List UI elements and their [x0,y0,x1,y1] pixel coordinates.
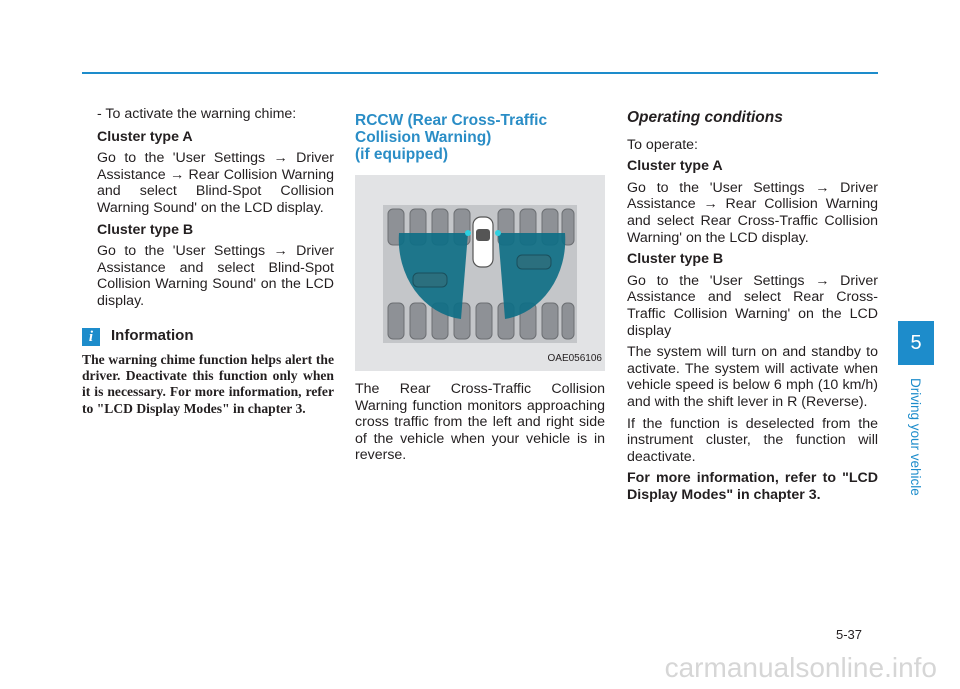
cluster-a-label: Cluster type A [97,128,193,145]
rccw-figure [355,175,605,371]
info-text: The warning chime function helps alert the driver. Deactivate this function only when it is necessary. For more information, refer to "LCD Display Modes" in chapter 3. [82,351,334,416]
operating-conditions-title: Operating conditions [627,109,783,126]
activation-conditions: The system will turn on and standby to activate. The system will activate when vehicle speed is below 6 mph (10 km/h) and with the shift lever in R (Reverse). [627,344,878,410]
chime-instruction: - To activate the warning chime: [97,106,297,122]
information-icon: i [82,328,100,346]
cluster-a-text: Go to the 'User Settings → Driver Assistance → Rear Collision Warning and select Blind-Spot Collision Warning Sound' on the LCD display. [97,150,334,216]
rccw-description: The Rear Cross-Traffic Collision Warning function monitors approaching cross traffic from the left and right side of the vehicle when your vehicle is in reverse. [355,381,605,464]
cluster-a-label-2: Cluster type A [627,158,723,175]
column-right [627,106,878,508]
watermark: carmanualsonline.info [664,652,937,683]
section-title-line2: Collision Warning) [355,129,492,146]
more-info-note: For more information, refer to "LCD Display Modes" in chapter 3. [627,470,878,503]
info-header [82,328,334,346]
cluster-a-text-2: Go to the 'User Settings → Driver Assistance → Rear Collision Warning and select Rear Cross-Traffic Collision Warning' on the LCD display. [627,179,878,246]
cluster-b-text-2: Go to the 'User Settings → Driver Assistance and select Rear Cross-Traffic Collision Warning' on the LCD display [627,272,878,339]
figure-code: OAE056106 [547,353,602,365]
section-title-line3: (if equipped) [355,146,448,163]
header-rule [82,72,878,74]
cluster-b-label: Cluster type B [97,221,194,238]
info-title: Information [111,327,194,345]
chapter-tab: 5 [898,321,934,365]
section-title-line1: RCCW (Rear Cross-Traffic [355,112,548,129]
deactivation-note: If the function is deselected from the instrument cluster, the function will deactivate. [627,415,878,465]
section-title [355,112,605,163]
column-middle [355,106,605,469]
cluster-b-label-2: Cluster type B [627,251,724,268]
column-left [82,106,334,417]
parking-lot-illustration [355,175,605,371]
cluster-b-text: Go to the 'User Settings → Driver Assistance and select Blind-Spot Collision Warning Sound' on the LCD display. [97,243,334,309]
operate-intro: To operate: [627,136,698,153]
chapter-label: Driving your vehicle [908,378,923,496]
page-number: 5-37 [836,627,863,642]
